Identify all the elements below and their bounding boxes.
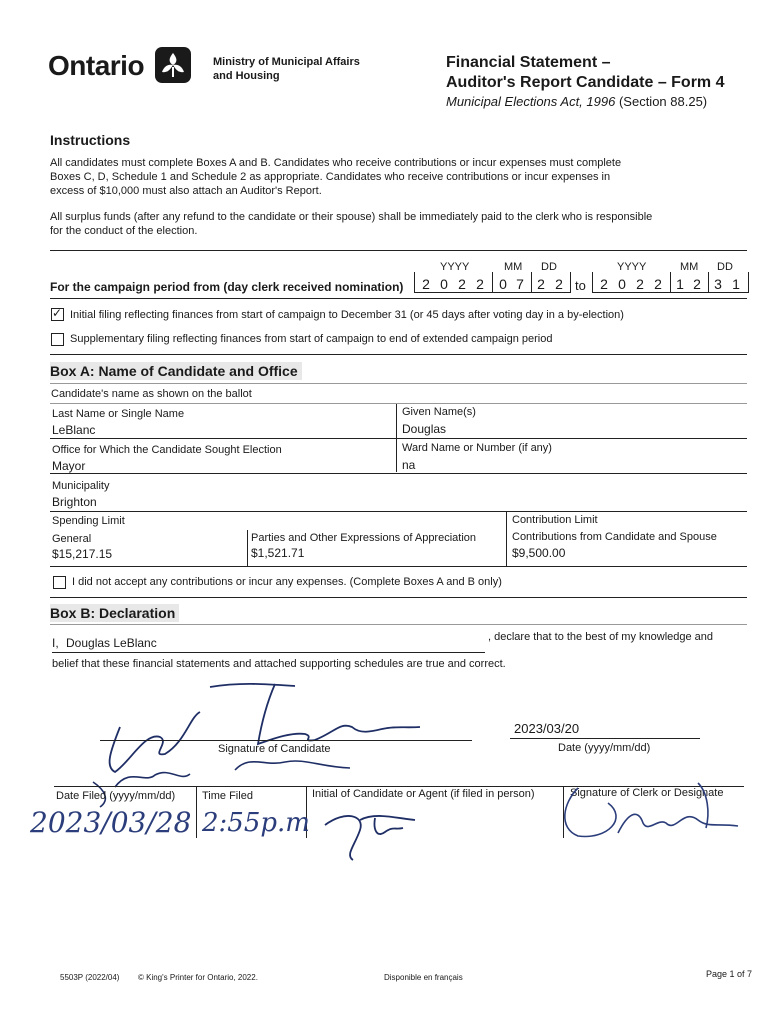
clerk-signature (548, 778, 748, 853)
box-b-heading: Box B: Declaration (50, 604, 179, 622)
contribution-sub-label: Contributions from Candidate and Spouse (512, 531, 717, 543)
declaration-prefix: I, (52, 636, 59, 650)
initial-agent-label: Initial of Candidate or Agent (if filed in person) (312, 788, 535, 800)
no-contributions-checkbox[interactable] (53, 576, 66, 589)
from-digit: 2 (458, 276, 466, 292)
municipality-label: Municipality (52, 480, 110, 492)
act-section: (Section 88.25) (618, 94, 708, 109)
general-value[interactable]: $15,217.15 (52, 547, 113, 561)
declaration-suffix: , declare that to the best of my knowledge and (488, 631, 714, 643)
contribution-limit-label: Contribution Limit (512, 514, 598, 526)
initial-filing-checkbox[interactable] (51, 308, 64, 321)
dd-label-from: DD (541, 261, 557, 273)
ministry-line1: Ministry of Municipal Affairs (213, 56, 360, 68)
campaign-period-label: For the campaign period from (day clerk received nomination) (50, 280, 404, 294)
to-digit: 2 (654, 276, 662, 292)
last-name-label: Last Name or Single Name (52, 408, 185, 420)
instructions-p1-line2: Boxes C, D, Schedule 1 and Schedule 2 as appropriate. Candidates who receive contributions or incur expenses in (50, 171, 611, 183)
page-number: Page 1 of 7 (706, 969, 753, 979)
to-digit: 2 (600, 276, 608, 292)
no-contributions-label: I did not accept any contributions or incur any expenses. (Complete Boxes A and B only) (72, 576, 502, 588)
from-digit: 0 (440, 276, 448, 292)
declarant-name[interactable]: Douglas LeBlanc (66, 636, 157, 650)
declaration-line2: belief that these financial statements and attached supporting schedules are true and correct. (52, 658, 506, 670)
ministry-line2: and Housing (213, 70, 280, 82)
mm-label-to: MM (680, 261, 699, 273)
signed-date-label: Date (yyyy/mm/dd) (558, 742, 651, 754)
spending-limit-label: Spending Limit (52, 515, 125, 527)
dd-label-to: DD (717, 261, 733, 273)
act-reference (446, 94, 707, 109)
ontario-logo (48, 50, 144, 82)
form-code: 5503P (2022/04) (60, 973, 120, 982)
office-value[interactable]: Mayor (52, 459, 86, 473)
form-title-line2: Auditor's Report Candidate – Form 4 (446, 74, 725, 91)
ward-value[interactable]: na (402, 458, 416, 472)
to-digit: 2 (693, 276, 701, 292)
supplementary-filing-checkbox[interactable] (51, 333, 64, 346)
parties-value[interactable]: $1,521.71 (251, 546, 305, 560)
agent-initial-mark (315, 800, 425, 870)
from-digit: 7 (516, 276, 524, 292)
to-digit: 3 (714, 276, 722, 292)
from-digit: 2 (555, 276, 563, 292)
ballot-name-label: Candidate's name as shown on the ballot (51, 388, 252, 400)
time-filed-label: Time Filed (202, 790, 253, 802)
municipality-value[interactable]: Brighton (52, 495, 97, 509)
office-label: Office for Which the Candidate Sought Election (52, 444, 282, 456)
ward-label: Ward Name or Number (if any) (402, 442, 552, 454)
instructions-p2-line1: All surplus funds (after any refund to the candidate or their spouse) shall be immediately paid to the clerk who is responsible (50, 211, 653, 223)
given-name-label: Given Name(s) (402, 406, 476, 418)
yyyy-label-to: YYYY (617, 261, 647, 273)
general-label: General (52, 533, 92, 545)
from-digit: 0 (499, 276, 507, 292)
given-name-value[interactable]: Douglas (402, 422, 447, 436)
parties-label: Parties and Other Expressions of Appreciation (251, 532, 477, 544)
to-digit: 1 (732, 276, 740, 292)
copyright: © King's Printer for Ontario, 2022. (138, 973, 258, 982)
instructions-p1-line3: excess of $10,000 must also attach an Auditor's Report. (50, 185, 322, 197)
from-digit: 2 (537, 276, 545, 292)
french-availability: Disponible en français (384, 973, 463, 982)
act-name: Municipal Elections Act, 1996 (446, 94, 616, 109)
check-mark-icon: ✓ (52, 306, 63, 320)
date-filed-label: Date Filed (yyyy/mm/dd) (56, 790, 176, 802)
form-title-line1: Financial Statement – (446, 54, 611, 71)
clerk-signature-label: Signature of Clerk or Designate (570, 787, 724, 799)
instructions-heading: Instructions (50, 132, 131, 148)
to-digit: 2 (636, 276, 644, 292)
instructions-p1-line1: All candidates must complete Boxes A and B. Candidates who receive contributions or incur expenses must complete (50, 157, 622, 169)
supplementary-filing-label: Supplementary filing reflecting finances from start of campaign to end of extended campaign period (70, 333, 553, 345)
to-digit: 1 (676, 276, 684, 292)
logo-text: Ontario (48, 50, 145, 81)
yyyy-label-from: YYYY (440, 261, 470, 273)
to-label: to (575, 278, 586, 293)
date-filed-value[interactable]: 2023/03/28 (30, 806, 192, 839)
contribution-value[interactable]: $9,500.00 (512, 546, 566, 560)
signed-date-value[interactable]: 2023/03/20 (514, 721, 580, 736)
from-digit: 2 (422, 276, 430, 292)
initial-filing-label: Initial filing reflecting finances from start of campaign to December 31 (or 45 days after voting day in a by-election) (70, 309, 624, 321)
instructions-p2-line2: for the conduct of the election. (50, 225, 198, 237)
candidate-signature-label: Signature of Candidate (218, 743, 331, 755)
time-filed-value[interactable]: 2:55p.m (202, 808, 310, 838)
mm-label-from: MM (504, 261, 523, 273)
trillium-icon (154, 46, 192, 89)
to-digit: 0 (618, 276, 626, 292)
last-name-value[interactable]: LeBlanc (52, 423, 96, 437)
box-a-heading: Box A: Name of Candidate and Office (50, 362, 302, 380)
from-digit: 2 (476, 276, 484, 292)
